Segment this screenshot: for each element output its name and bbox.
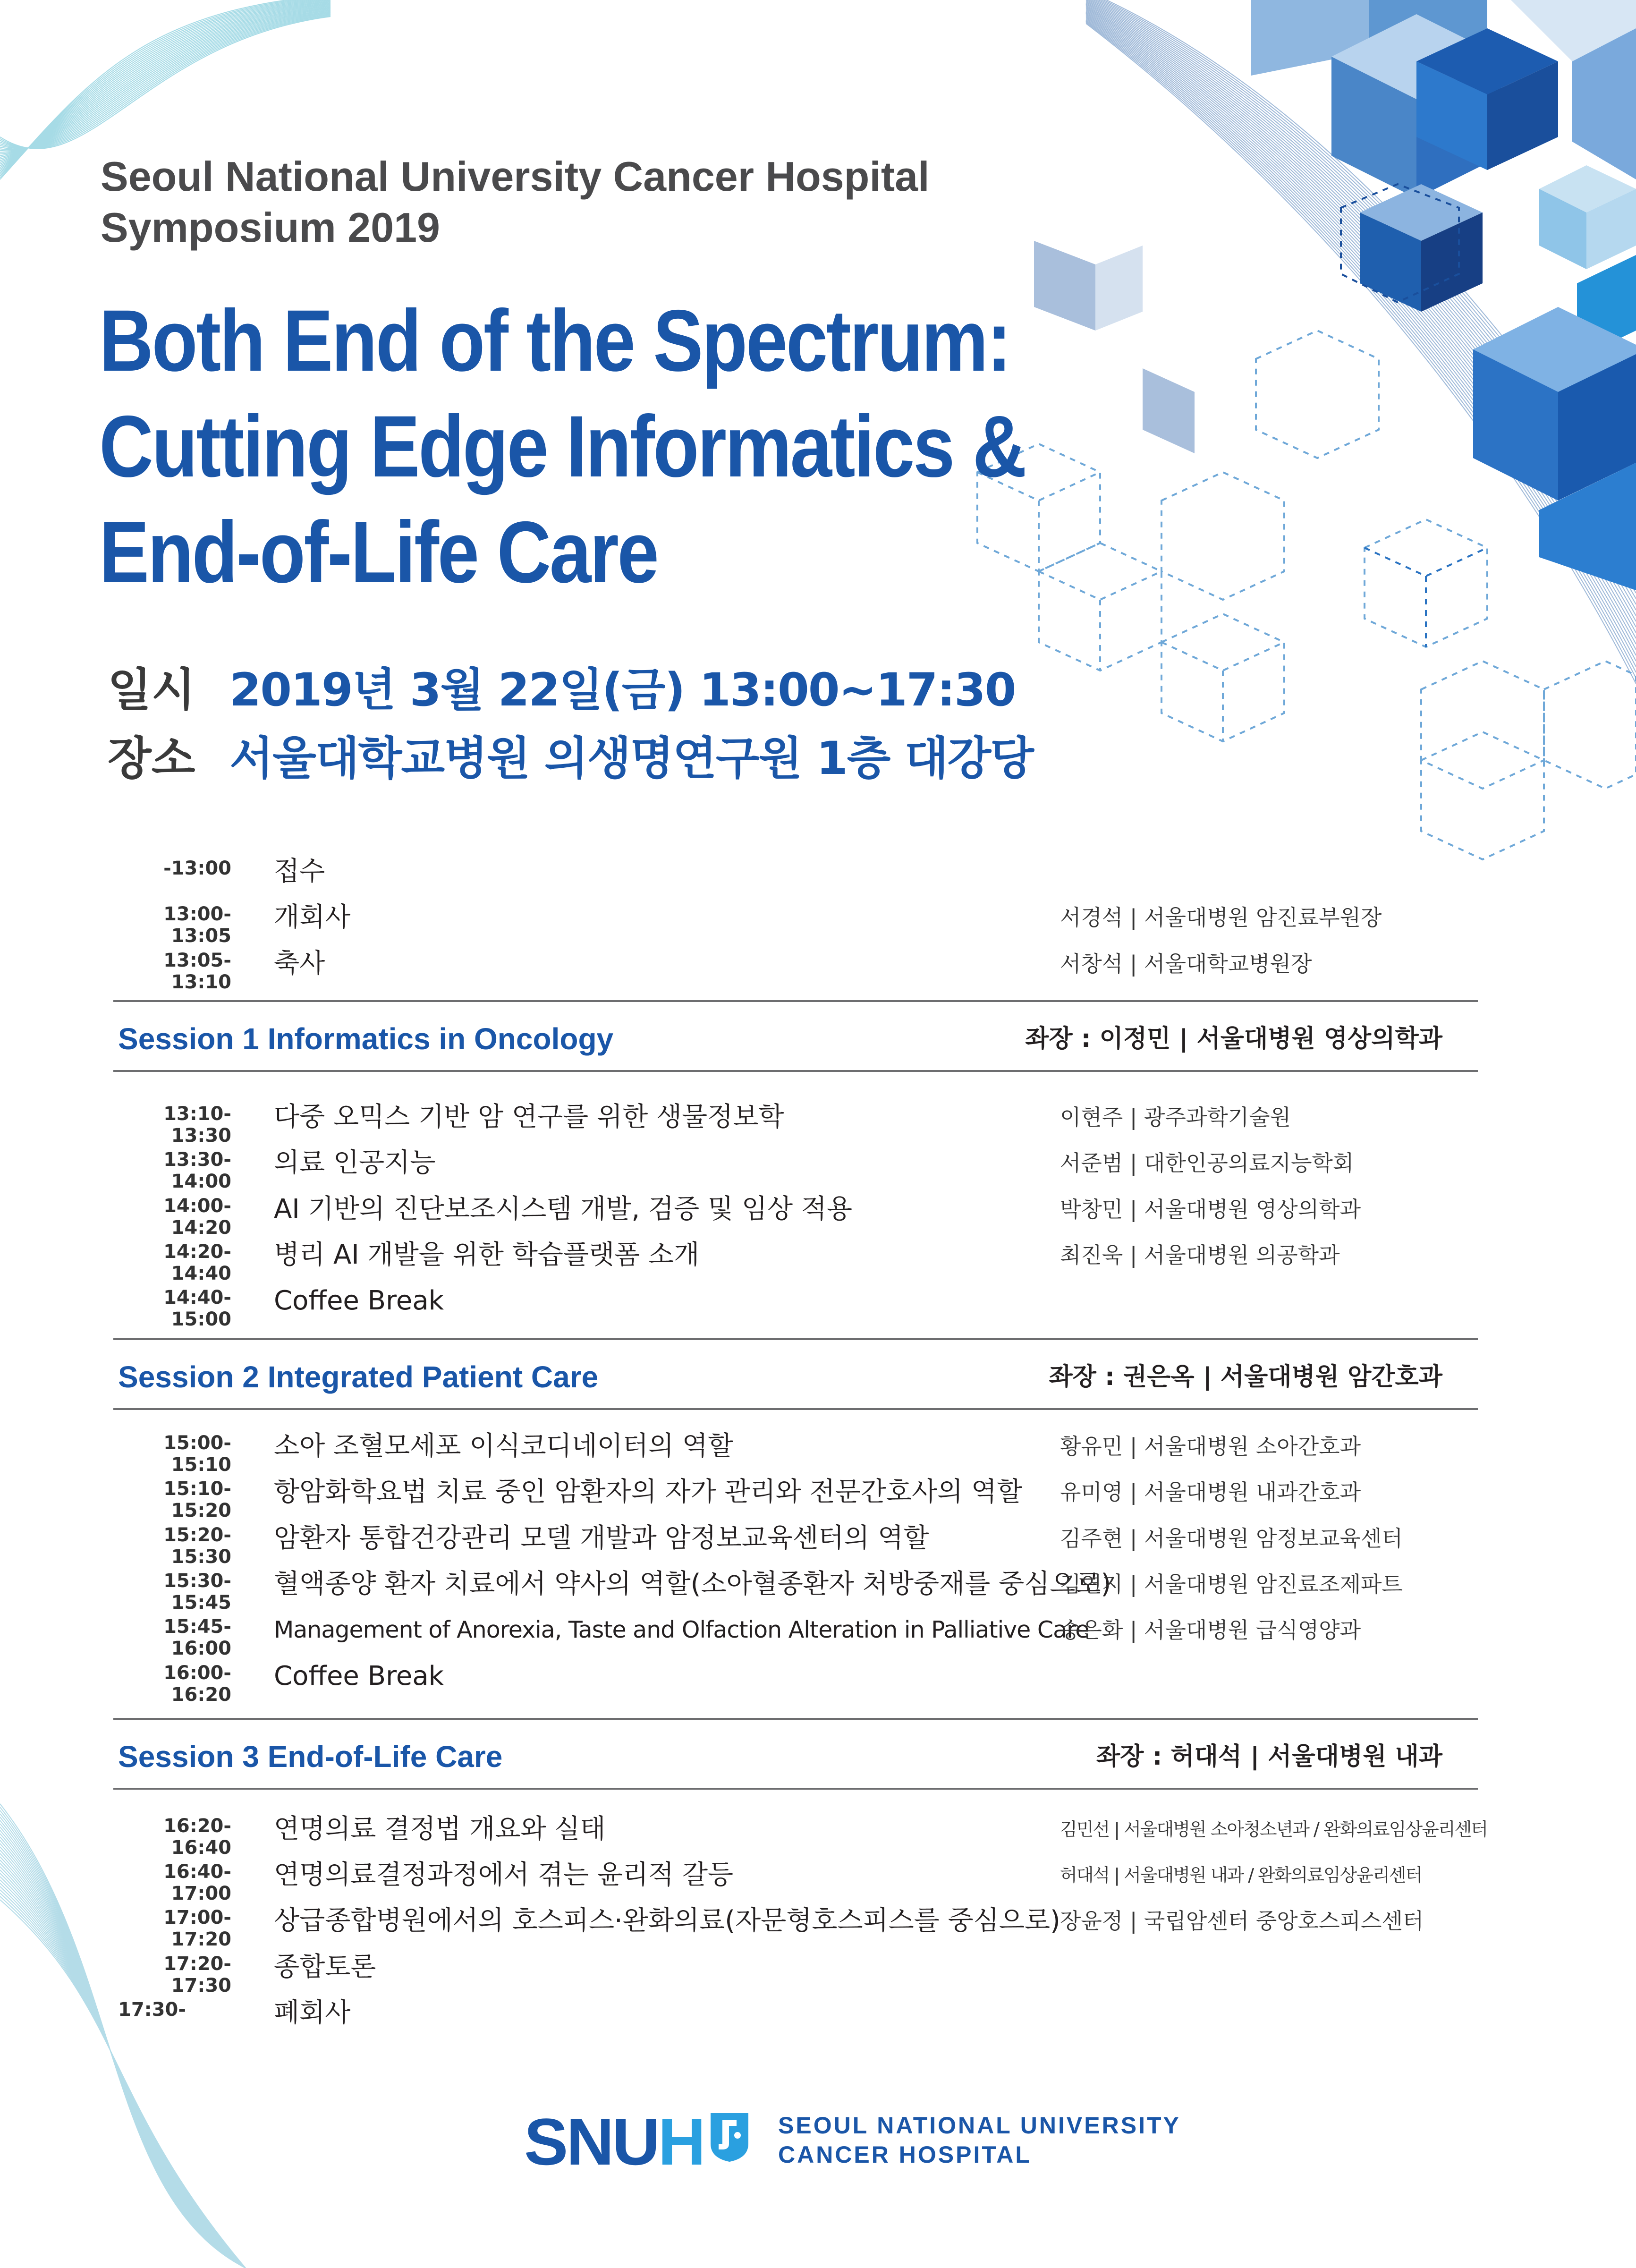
row-title: 폐회사 bbox=[274, 1997, 351, 2028]
logo-text-snu: SNU bbox=[524, 2105, 658, 2179]
row-time: -13:00 bbox=[163, 858, 231, 879]
row-title: Management of Anorexia, Taste and Olfaction Alteration in Palliative Care bbox=[274, 1616, 1089, 1643]
row-time: 15:45-16:00 bbox=[163, 1616, 231, 1659]
program-row bbox=[118, 1654, 1478, 1706]
program-row bbox=[118, 1607, 1478, 1659]
row-speaker: 송은화 | 서울대병원 급식영양과 bbox=[1060, 1617, 1361, 1643]
row-speaker: 서준범 | 대한인공의료지능학회 bbox=[1060, 1150, 1354, 1176]
row-time: 17:00-17:20 bbox=[163, 1907, 231, 1950]
row-time: 15:30-15:45 bbox=[163, 1570, 231, 1614]
program-row bbox=[118, 849, 1478, 894]
row-time: 16:40-17:00 bbox=[163, 1861, 231, 1904]
row-time: 13:05-13:10 bbox=[163, 950, 231, 993]
row-time: 14:00-14:20 bbox=[163, 1195, 231, 1239]
row-title: 다중 오믹스 기반 암 연구를 위한 생물정보학 bbox=[274, 1102, 784, 1132]
place-info bbox=[108, 722, 1033, 787]
session-3-header bbox=[118, 1724, 1478, 1790]
place-label: 장소 bbox=[108, 732, 195, 785]
row-title: Coffee Break bbox=[274, 1661, 444, 1691]
hospital-name-line-1: SEOUL NATIONAL UNIVERSITY bbox=[778, 2112, 1181, 2139]
symposium-line: Symposium 2019 bbox=[101, 204, 440, 251]
date-label: 일시 bbox=[108, 663, 195, 716]
row-title: 항암화학요법 치료 중인 암환자의 자가 관리와 전문간호사의 역할 bbox=[274, 1477, 1023, 1507]
row-speaker: 김연지 | 서울대병원 암진료조제파트 bbox=[1060, 1571, 1403, 1597]
program-row bbox=[118, 1278, 1478, 1330]
row-speaker: 김주현 | 서울대병원 암정보교육센터 bbox=[1060, 1526, 1403, 1551]
row-speaker: 서경석 | 서울대병원 암진료부원장 bbox=[1060, 905, 1382, 930]
session-chair: 좌장 : 이정민 | 서울대병원 영상의학과 bbox=[1025, 1025, 1442, 1053]
row-time: 14:40-15:00 bbox=[163, 1287, 231, 1330]
program-row bbox=[118, 1140, 1478, 1192]
row-speaker: 황유민 | 서울대병원 소아간호과 bbox=[1060, 1434, 1361, 1459]
program-row bbox=[118, 1852, 1478, 1904]
hospital-name-line-2: CANCER HOSPITAL bbox=[778, 2141, 1032, 2168]
session-chair: 좌장 : 권은옥 | 서울대병원 암간호과 bbox=[1049, 1363, 1442, 1391]
row-speaker: 장윤정 | 국립암센터 중앙호스피스센터 bbox=[1060, 1908, 1424, 1934]
symposium-title bbox=[99, 288, 1025, 605]
row-title: 종합토론 bbox=[274, 1952, 376, 1982]
session-name: Session 1 Informatics in Oncology bbox=[118, 1022, 614, 1056]
row-time: 16:20-16:40 bbox=[163, 1815, 231, 1859]
session-chair: 좌장 : 허대석 | 서울대병원 내과 bbox=[1096, 1742, 1442, 1771]
session-1-header bbox=[118, 1006, 1478, 1072]
row-title: 소아 조혈모세포 이식코디네이터의 역할 bbox=[274, 1431, 734, 1461]
session-2-header bbox=[118, 1344, 1478, 1410]
title-line-1: Both End of the Spectrum: bbox=[99, 292, 1010, 390]
program-row bbox=[118, 1187, 1478, 1239]
row-time: 15:10-15:20 bbox=[163, 1478, 231, 1521]
row-title: 혈액종양 환자 치료에서 약사의 역할(소아혈종환자 처방중재를 중심으로) bbox=[274, 1569, 1111, 1599]
org-line: Seoul National University Cancer Hospital bbox=[101, 153, 930, 200]
program-row bbox=[118, 1095, 1478, 1147]
row-title: 연명의료 결정법 개요와 실태 bbox=[274, 1814, 606, 1844]
row-speaker: 허대석 | 서울대병원 내과 / 완화의료임상윤리센터 bbox=[1060, 1865, 1422, 1886]
session-name: Session 2 Integrated Patient Care bbox=[118, 1360, 599, 1394]
row-title: 축사 bbox=[274, 948, 325, 979]
program-row bbox=[118, 1945, 1478, 1996]
row-speaker: 유미영 | 서울대병원 내과간호과 bbox=[1060, 1479, 1361, 1505]
divider bbox=[113, 1338, 1478, 1340]
row-title: 병리 AI 개발을 위한 학습플랫폼 소개 bbox=[274, 1240, 700, 1270]
row-time: 13:00-13:05 bbox=[163, 903, 231, 947]
row-title: 상급종합병원에서의 호스피스·완화의료(자문형호스피스를 중심으로) bbox=[274, 1905, 1060, 1936]
program-row bbox=[118, 1562, 1478, 1614]
program-row bbox=[118, 1424, 1478, 1476]
hospital-name bbox=[778, 2111, 1181, 2169]
row-title: 개회사 bbox=[274, 902, 351, 933]
divider bbox=[113, 1408, 1478, 1410]
row-title: AI 기반의 진단보조시스템 개발, 검증 및 임상 적용 bbox=[274, 1194, 853, 1224]
title-line-3: End-of-Life Care bbox=[99, 504, 658, 601]
row-title: Coffee Break bbox=[274, 1285, 444, 1316]
divider bbox=[113, 1718, 1478, 1720]
divider bbox=[113, 1000, 1478, 1002]
title-line-2: Cutting Edge Informatics & bbox=[99, 398, 1026, 495]
snuh-logo bbox=[524, 2104, 704, 2180]
hospital-emblem-icon bbox=[708, 2111, 751, 2163]
logo-text-h: H bbox=[658, 2105, 704, 2179]
row-time: 13:30-14:00 bbox=[163, 1149, 231, 1192]
date-info bbox=[108, 654, 1016, 719]
row-speaker: 서창석 | 서울대학교병원장 bbox=[1060, 951, 1312, 977]
program-row bbox=[118, 1232, 1478, 1284]
date-value: 2019년 3월 22일(금) 13:00~17:30 bbox=[229, 663, 1016, 716]
row-time: 15:20-15:30 bbox=[163, 1524, 231, 1568]
program-row bbox=[118, 941, 1478, 993]
program-row bbox=[118, 1470, 1478, 1521]
cube-cluster-decoration bbox=[1034, 0, 1636, 590]
row-title: 의료 인공지능 bbox=[274, 1147, 436, 1178]
header-subtitle bbox=[101, 151, 930, 253]
row-speaker: 최진욱 | 서울대병원 의공학과 bbox=[1060, 1242, 1340, 1268]
program-row bbox=[118, 1898, 1478, 1950]
row-time: 17:20-17:30 bbox=[163, 1953, 231, 1996]
row-time: 16:00-16:20 bbox=[163, 1662, 231, 1706]
program-row bbox=[118, 1807, 1487, 1859]
session-name: Session 3 End-of-Life Care bbox=[118, 1740, 503, 1774]
row-time: 15:00-15:10 bbox=[163, 1432, 231, 1476]
row-title: 연명의료결정과정에서 겪는 윤리적 갈등 bbox=[274, 1860, 734, 1890]
divider bbox=[113, 1070, 1478, 1072]
place-value: 서울대학교병원 의생명연구원 1층 대강당 bbox=[229, 732, 1033, 785]
program-row bbox=[118, 1516, 1478, 1568]
program-row bbox=[118, 895, 1478, 947]
row-time: 17:30- bbox=[118, 1999, 186, 2021]
row-time: 14:20-14:40 bbox=[163, 1241, 231, 1284]
row-title: 접수 bbox=[274, 856, 325, 887]
divider bbox=[113, 1788, 1478, 1790]
program-row bbox=[118, 1990, 1478, 2036]
row-time: 13:10-13:30 bbox=[163, 1103, 231, 1147]
row-title: 암환자 통합건강관리 모델 개발과 암정보교육센터의 역할 bbox=[274, 1523, 929, 1554]
row-speaker: 김민선 | 서울대병원 소아청소년과 / 완화의료임상윤리센터 bbox=[1060, 1819, 1487, 1840]
row-speaker: 박창민 | 서울대병원 영상의학과 bbox=[1060, 1197, 1361, 1222]
row-speaker: 이현주 | 광주과학기술원 bbox=[1060, 1104, 1291, 1130]
